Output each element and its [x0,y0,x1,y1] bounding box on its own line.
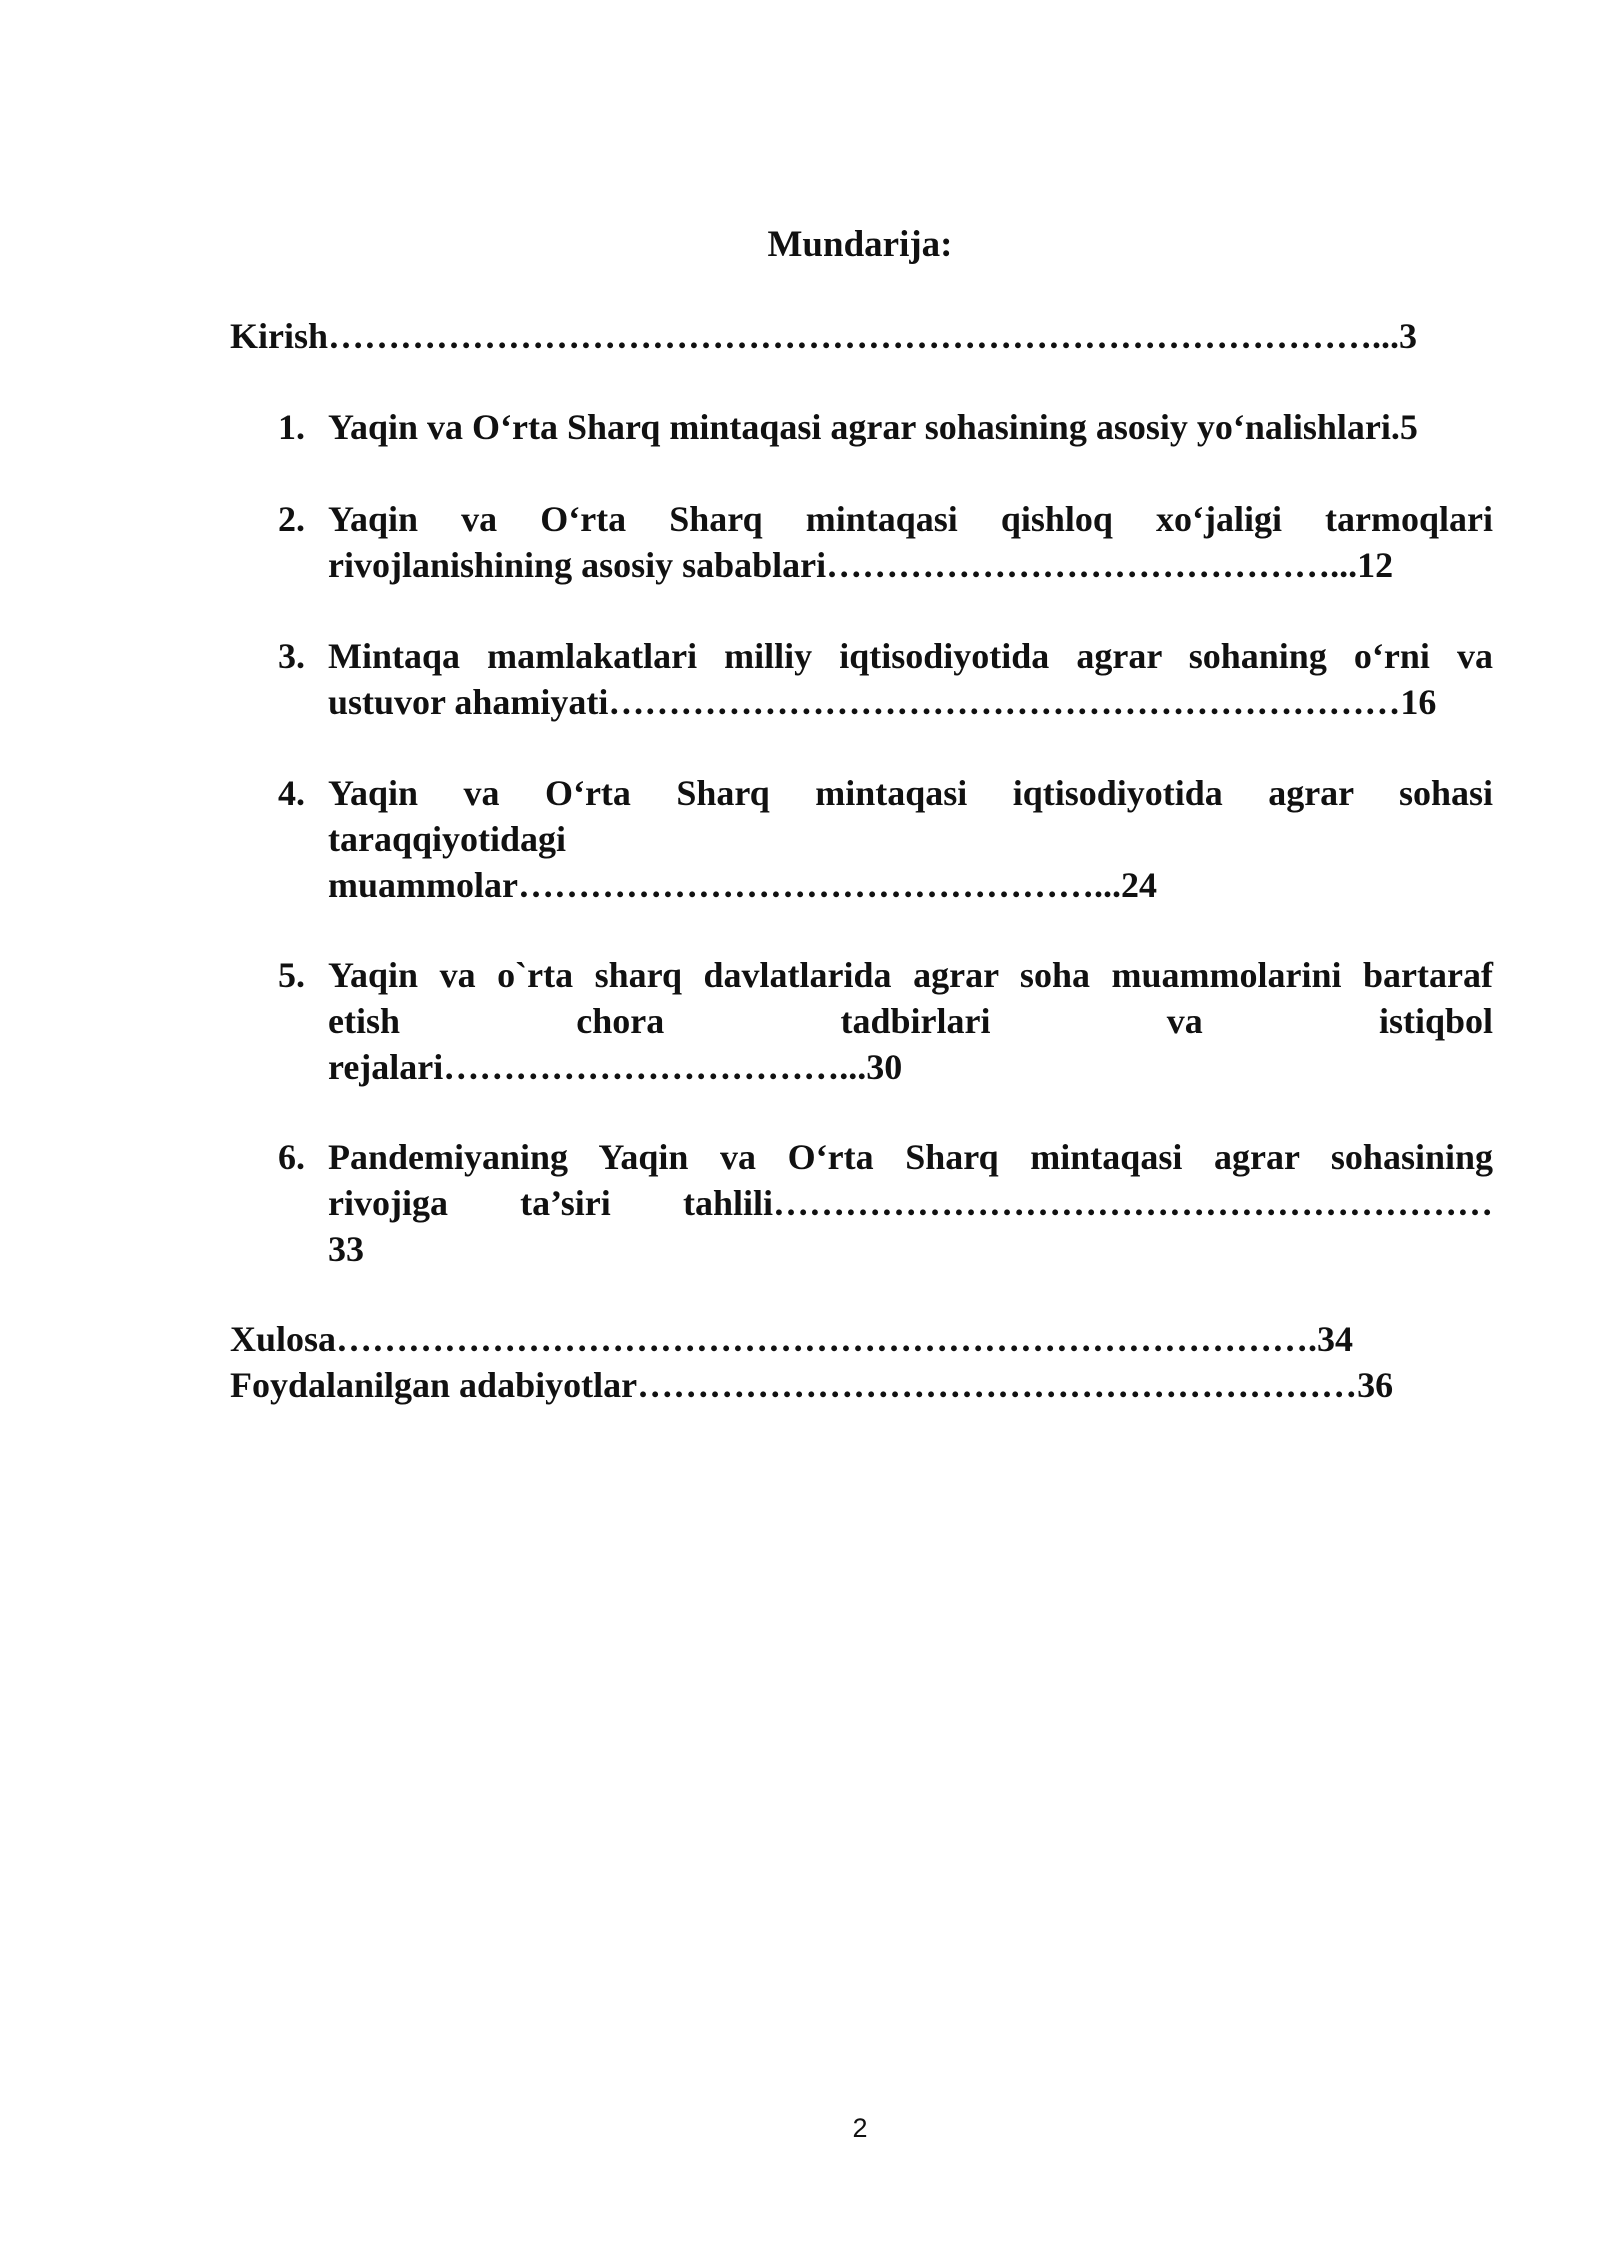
toc-item-number: 2. [278,499,305,539]
toc-item-6 [278,1134,1493,1272]
toc-item-body [328,952,1493,1090]
toc-item-5 [278,952,1493,1090]
toc-item-line: 33 [328,1229,364,1269]
toc-entry-references: Foydalanilgan adabiyotlar……………………………………………………36 [230,1365,1394,1405]
toc-item-number: 1. [278,407,305,447]
toc-item-number: 4. [278,773,305,813]
toc-item-number: 5. [278,955,305,995]
toc-item-line: Mintaqa mamlakatlari milliy iqtisodiyotida agrar sohaning o‘rni va [328,636,1493,676]
toc-item-body [328,404,1493,450]
toc-item-line: etish chora tadbirlari va istiqbol [328,1001,1493,1041]
toc-item-1 [278,404,1493,450]
toc-item-number: 3. [278,636,305,676]
toc-item-line: rejalari……………………………...30 [328,1047,903,1087]
toc-item-number: 6. [278,1137,305,1177]
toc-item-4 [278,770,1493,908]
toc-entry-xulosa: Xulosa……………………………………………………………………….34 [230,1319,1354,1359]
toc-item-body [328,770,1493,908]
toc-item-line: Yaqin va o`rta sharq davlatlarida agrar soha muammolarini bartaraf [328,955,1493,995]
toc-item-line: rivojlanishining asosiy sabablari……………………………………...12 [328,545,1394,585]
toc-item-line: ustuvor ahamiyati…………………………………………………………16 [328,682,1437,722]
toc-item-3 [278,633,1493,725]
toc-item-line: Yaqin va O‘rta Sharq mintaqasi iqtisodiyotida agrar sohasi [328,773,1493,813]
toc-item-line: muammolar…………………………………………...24 [328,865,1157,905]
toc-item-body [328,496,1493,588]
toc-item-line: Yaqin va O‘rta Sharq mintaqasi qishloq xo‘jaligi tarmoqlari [328,499,1493,539]
toc-item-body [328,1134,1493,1272]
page-number: 2 [852,2113,868,2143]
toc-item-body [328,633,1493,725]
toc-item-line: Yaqin va O‘rta Sharq mintaqasi agrar sohasining asosiy yo‘nalishlari.5 [328,407,1418,447]
toc-item-line: taraqqiyotidagi [328,819,567,859]
toc-title: Mundarija: [767,224,953,265]
toc-entry-kirish: Kirish……………………………………………………………………………...3 [230,316,1418,356]
toc-item-2 [278,496,1493,588]
toc-item-line: Pandemiyaning Yaqin va O‘rta Sharq mintaqasi agrar sohasining [328,1137,1493,1177]
toc-item-line: rivojiga ta’siri tahlili…………………………………………………… [328,1183,1493,1223]
